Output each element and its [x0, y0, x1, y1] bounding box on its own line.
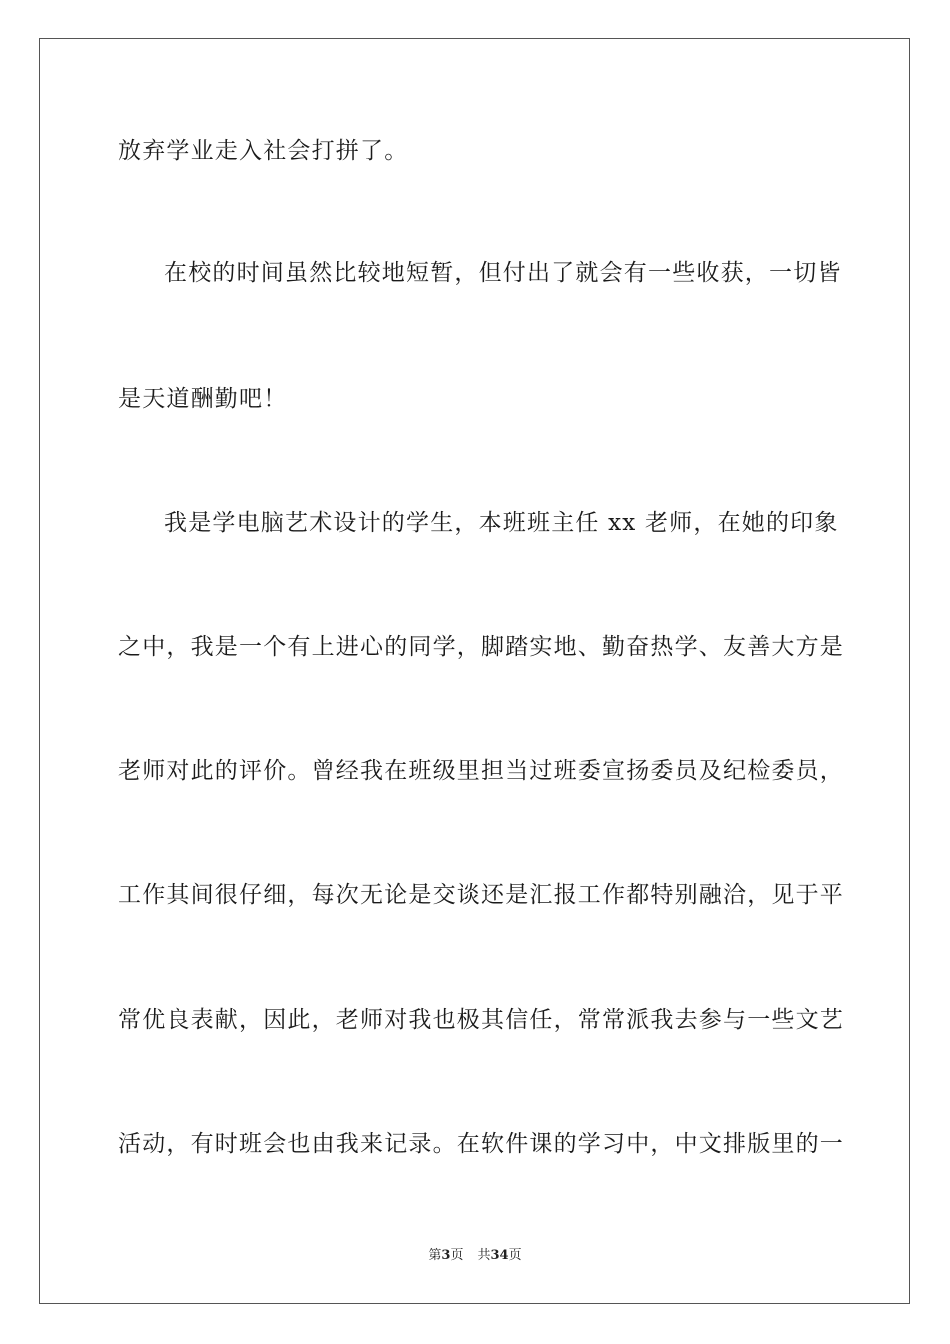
text-line-7: 工作其间很仔细，每次无论是交谈还是汇报工作都特别融洽，见于平 [118, 882, 844, 908]
text-line-5: 之中，我是一个有上进心的同学，脚踏实地、勤奋热学、友善大方是 [118, 634, 844, 660]
text-line-9: 活动，有时班会也由我来记录。在软件课的学习中，中文排版里的一 [118, 1131, 844, 1157]
text-line-4: 我是学电脑艺术设计的学生，本班班主任 xx 老师，在她的印象 [164, 510, 839, 536]
text-line-2: 在校的时间虽然比较地短暂，但付出了就会有一些收获，一切皆 [164, 260, 842, 286]
page-number: 3 [441, 1248, 451, 1263]
page-prefix: 第 [428, 1248, 442, 1263]
page-border [39, 38, 910, 1304]
text-line-1: 放弃学业走入社会打拼了。 [118, 138, 409, 164]
page-suffix: 页 [450, 1248, 464, 1263]
total-prefix: 共 [477, 1248, 491, 1263]
text-line-8: 常优良表献，因此，老师对我也极其信任，常常派我去参与一些文艺 [118, 1007, 844, 1033]
total-pages: 34 [490, 1248, 509, 1263]
total-suffix: 页 [508, 1248, 522, 1263]
text-line-6: 老师对此的评价。曾经我在班级里担当过班委宣扬委员及纪检委员， [118, 758, 844, 784]
text-line-3: 是天道酬勤吧！ [118, 386, 288, 412]
page-footer [0, 1247, 950, 1265]
